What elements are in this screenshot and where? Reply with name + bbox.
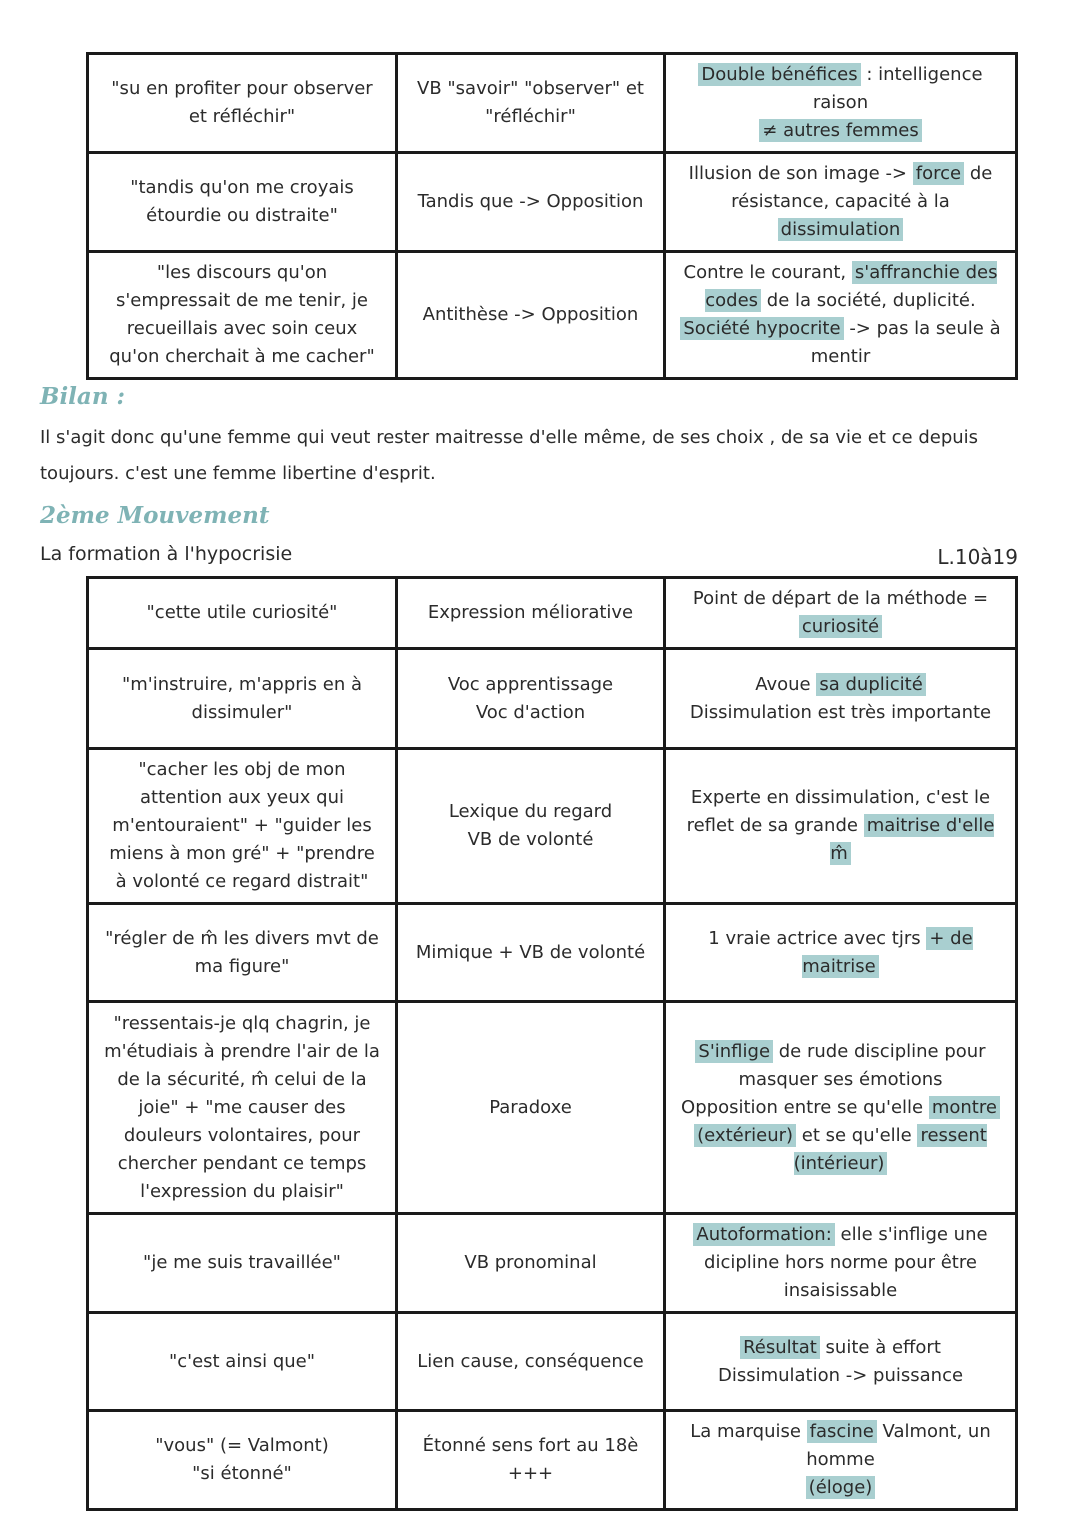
analysis-cell: Illusion de son image -> force de résistance, capacité à la dissimulation: [665, 153, 1017, 252]
analysis-cell: La marquise fascine Valmont, un homme (éloge): [665, 1411, 1017, 1510]
table-row: [88, 1214, 1017, 1313]
analysis-table-1: [86, 52, 1018, 380]
highlight: Autoformation:: [693, 1223, 834, 1246]
line-reference: L.10à19: [937, 545, 1018, 569]
table-row: [88, 252, 1017, 379]
quote-cell: "cette utile curiosité": [88, 578, 397, 649]
analysis-cell: Résultat suite à effort Dissimulation -> puissance: [665, 1313, 1017, 1411]
analysis-cell: Contre le courant, s'affranchie des codes de la société, duplicité. Société hypocrite -> pas la seule à mentir: [665, 252, 1017, 379]
highlight: maitrise d'elle m̂: [830, 815, 995, 864]
quote-cell: "su en profiter pour observer et réfléchir": [88, 54, 397, 153]
table-row: [88, 1313, 1017, 1411]
bilan-text: Il s'agit donc qu'une femme qui veut rester maitresse d'elle même, de ses choix , de sa vie et ce depuis toujours. c'est une femme libertine d'esprit.: [40, 427, 979, 484]
analysis-cell: 1 vraie actrice avec tjrs + de maitrise: [665, 904, 1017, 1002]
highlight: + de maitrise: [802, 927, 973, 977]
highlight: ≠ autres femmes: [759, 119, 921, 142]
device-cell: Mimique + VB de volonté: [397, 904, 665, 1002]
highlight: curiosité: [799, 615, 882, 638]
device-cell: VB "savoir" "observer" et "réfléchir": [397, 54, 665, 153]
table-row: [88, 54, 1017, 153]
highlight: (extérieur): [694, 1124, 796, 1147]
quote-cell: "ressentais-je qlq chagrin, je m'étudiais à prendre l'air de la de la sécurité, m̂ celui de la joie" + "me causer des douleurs volontaires, pour chercher pendant ce temps l'expression du plaisir": [88, 1002, 397, 1214]
device-cell: Antithèse -> Opposition: [397, 252, 665, 379]
section-subtitle: La formation à l'hypocrisie: [40, 543, 293, 565]
device-cell: Expression méliorative: [397, 578, 665, 649]
highlight: force: [913, 162, 964, 185]
quote-cell: "m'instruire, m'appris en à dissimuler": [88, 649, 397, 749]
device-cell: Voc apprentissage Voc d'action: [397, 649, 665, 749]
table-row: [88, 153, 1017, 252]
device-cell: Lien cause, conséquence: [397, 1313, 665, 1411]
table-row: [88, 1002, 1017, 1214]
highlight: S'inflige: [695, 1040, 773, 1063]
highlight: dissimulation: [778, 218, 904, 241]
quote-cell: "les discours qu'on s'empressait de me tenir, je recueillais avec soin ceux qu'on cherchait à me cacher": [88, 252, 397, 379]
analysis-cell: Experte en dissimulation, c'est le reflet de sa grande maitrise d'elle m̂: [665, 749, 1017, 904]
device-cell: Lexique du regard VB de volonté: [397, 749, 665, 904]
table-row: [88, 749, 1017, 904]
table-row: [88, 578, 1017, 649]
quote-cell: "cacher les obj de mon attention aux yeux qui m'entouraient" + "guider les miens à mon gré" + "prendre à volonté ce regard distrait": [88, 749, 397, 904]
device-cell: Tandis que -> Opposition: [397, 153, 665, 252]
quote-cell: "vous" (= Valmont) "si étonné": [88, 1411, 397, 1510]
highlight: fascine: [807, 1420, 877, 1443]
highlight: s'affranchie des codes: [705, 262, 998, 311]
quote-cell: "je me suis travaillée": [88, 1214, 397, 1313]
highlight: ressent (intérieur): [793, 1124, 987, 1174]
quote-cell: "tandis qu'on me croyais étourdie ou distraite": [88, 153, 397, 252]
analysis-cell: Avoue sa duplicité Dissimulation est très importante: [665, 649, 1017, 749]
table-row: [88, 1411, 1017, 1510]
table-row: [88, 904, 1017, 1002]
quote-cell: "c'est ainsi que": [88, 1313, 397, 1411]
highlight: (éloge): [806, 1476, 876, 1499]
highlight: Société hypocrite: [680, 317, 843, 340]
device-cell: VB pronominal: [397, 1214, 665, 1313]
analysis-cell: Point de départ de la méthode = curiosité: [665, 578, 1017, 649]
table-row: [88, 649, 1017, 749]
highlight: montre: [929, 1096, 1000, 1119]
highlight: sa duplicité: [816, 673, 925, 696]
device-cell: Paradoxe: [397, 1002, 665, 1214]
device-cell: Étonné sens fort au 18è +++: [397, 1411, 665, 1510]
section-heading: 2ème Mouvement: [40, 502, 270, 529]
analysis-table-2: [86, 576, 1018, 1511]
highlight: Double bénéfices: [698, 63, 860, 86]
analysis-cell: Double bénéfices : intelligence raison ≠ autres femmes: [665, 54, 1017, 153]
highlight: Résultat: [740, 1336, 820, 1359]
analysis-cell: Autoformation: elle s'inflige une dicipline hors norme pour être insaisissable: [665, 1214, 1017, 1313]
bilan-heading: Bilan :: [40, 383, 126, 410]
quote-cell: "régler de m̂ les divers mvt de ma figure": [88, 904, 397, 1002]
analysis-cell: S'inflige de rude discipline pour masquer ses émotions Opposition entre se qu'elle montre (extérieur) et se qu'elle ressent (intérieur): [665, 1002, 1017, 1214]
